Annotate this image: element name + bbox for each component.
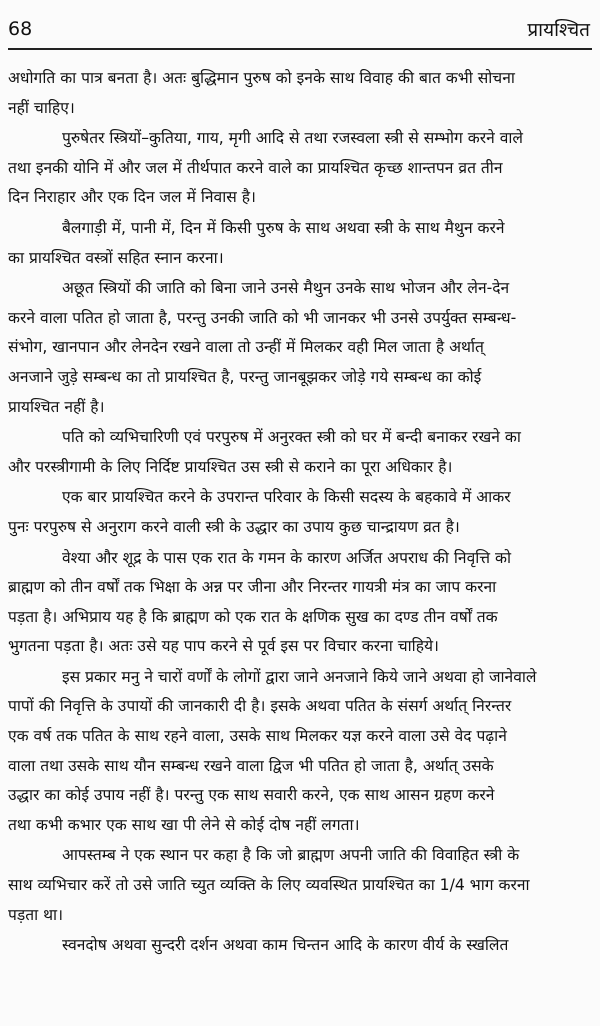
text-line: आपस्तम्ब ने एक स्थान पर कहा है कि जो ब्राह्मण अपनी जाति की विवाहित स्त्री के xyxy=(62,846,520,865)
text-line: वेश्या और शूद्र के पास एक रात के गमन के कारण अर्जित अपराध की निवृत्ति को xyxy=(62,548,512,567)
paragraph xyxy=(8,544,590,662)
text-line: साथ व्यभिचार करें तो उसे जाति च्युत व्यक्ति के लिए व्यवस्थित प्रायश्चित का 1/4 भाग करना xyxy=(8,876,530,895)
text-line: अछूत स्त्रियों की जाति को बिना जाने उनसे मैथुन उनके साथ भोजन और लेन-देन xyxy=(62,279,510,298)
paragraph xyxy=(8,214,590,273)
page-number: 68 xyxy=(8,18,33,40)
text-line: पुरुषेतर स्त्रियों–कुतिया, गाय, मृगी आदि से तथा रजस्वला स्त्री से सम्भोग करने वाले xyxy=(62,129,523,148)
text-line: नहीं चाहिए। xyxy=(8,98,75,117)
body-text xyxy=(8,64,590,962)
paragraph xyxy=(8,124,590,213)
header-rule xyxy=(8,48,592,50)
text-line: वाला तथा उसके साथ यौन सम्बन्ध रखने वाला द्विज भी पतित हो जाता है, अर्थात् उसके xyxy=(8,756,494,775)
text-line: एक वर्ष तक पतित के साथ रहने वाला, उसके साथ मिलकर यज्ञ करने वाला उसे वेद पढ़ाने xyxy=(8,727,507,746)
paragraph xyxy=(8,663,590,841)
paragraph xyxy=(8,274,590,422)
text-line: अधोगति का पात्र बनता है। अतः बुद्धिमान पुरुष को इनके साथ विवाह की बात कभी सोचना xyxy=(8,69,515,87)
paragraph xyxy=(8,841,590,930)
paragraph xyxy=(8,423,590,482)
text-line: करने वाला पतित हो जाता है, परन्तु उनकी जाति को भी जानकर भी उनसे उपर्युक्त सम्बन्ध- xyxy=(8,308,517,327)
text-line: संभोग, खानपान और लेनदेन रखने वाला तो उन्हीं में मिलकर वही मिल जाता है अर्थात् xyxy=(8,338,484,357)
paragraph xyxy=(8,931,590,961)
running-title: प्रायश्चित xyxy=(527,19,590,41)
text-line: एक बार प्रायश्चित करने के उपरान्त परिवार के किसी सदस्य के बहकावे में आकर xyxy=(62,488,511,507)
text-line: पड़ता था। xyxy=(8,905,63,924)
text-line: भुगतना पड़ता है। अतः उसे यह पाप करने से पूर्व इस पर विचार करना चाहिये। xyxy=(8,637,439,656)
text-line: और परस्त्रीगामी के लिए निर्दिष्ट प्रायश्चित उस स्त्री से कराने का पूरा अधिकार है। xyxy=(8,457,453,476)
text-line: तथा कभी कभार एक साथ खा पी लेने से कोई दोष नहीं लगता। xyxy=(8,815,360,834)
text-line: का प्रायश्चित वस्त्रों सहित स्नान करना। xyxy=(8,248,224,267)
page-header xyxy=(8,14,590,44)
text-line: दिन निराहार और एक दिन जल में निवास है। xyxy=(8,188,256,207)
text-line: अनजाने जुड़े सम्बन्ध का तो प्रायश्चित है, परन्तु जानबूझकर जोड़े गये सम्बन्ध का कोई xyxy=(8,367,482,386)
text-line: पति को व्यभिचारिणी एवं परपुरुष में अनुरक्त स्त्री को घर में बन्दी बनाकर रखने का xyxy=(62,428,521,447)
text-line: उद्धार का कोई उपाय नहीं है। परन्तु एक साथ सवारी करने, एक साथ आसन ग्रहण करने xyxy=(8,786,495,805)
text-line: बैलगाड़ी में, पानी में, दिन में किसी पुरुष के साथ अथवा स्त्री के साथ मैथुन करने xyxy=(62,218,505,237)
text-line: पुनः परपुरुष से अनुराग करने वाली स्त्री के उद्धार का उपाय कुछ चान्द्रायण व्रत है। xyxy=(8,517,460,536)
text-line: स्वनदोष अथवा सुन्दरी दर्शन अथवा काम चिन्तन आदि के कारण वीर्य के स्खलित xyxy=(62,936,509,955)
text-line: तथा इनकी योनि में और जल में तीर्थपात करने वाले का प्रायश्चित कृच्छ शान्तपन व्रत तीन xyxy=(8,158,503,177)
text-line: पापों की निवृत्ति के उपायों की जानकारी दी है। इसके अथवा पतित के संसर्ग अर्थात् निरन्तर xyxy=(8,697,512,716)
text-line: इस प्रकार मनु ने चारों वर्णों के लोगों द्वारा जाने अनजाने किये जाने अथवा हो जानेवाले xyxy=(62,667,537,686)
text-line: ब्राह्मण को तीन वर्षों तक भिक्षा के अन्न पर जीना और निरन्तर गायत्री मंत्र का जाप करना xyxy=(8,578,497,597)
paragraph xyxy=(8,64,590,123)
text-line: प्रायश्चित नहीं है। xyxy=(8,397,105,416)
paragraph xyxy=(8,483,590,542)
text-line: पड़ता है। अभिप्राय यह है कि ब्राह्मण को एक रात के क्षणिक सुख का दण्ड तीन वर्षों तक xyxy=(8,607,498,626)
